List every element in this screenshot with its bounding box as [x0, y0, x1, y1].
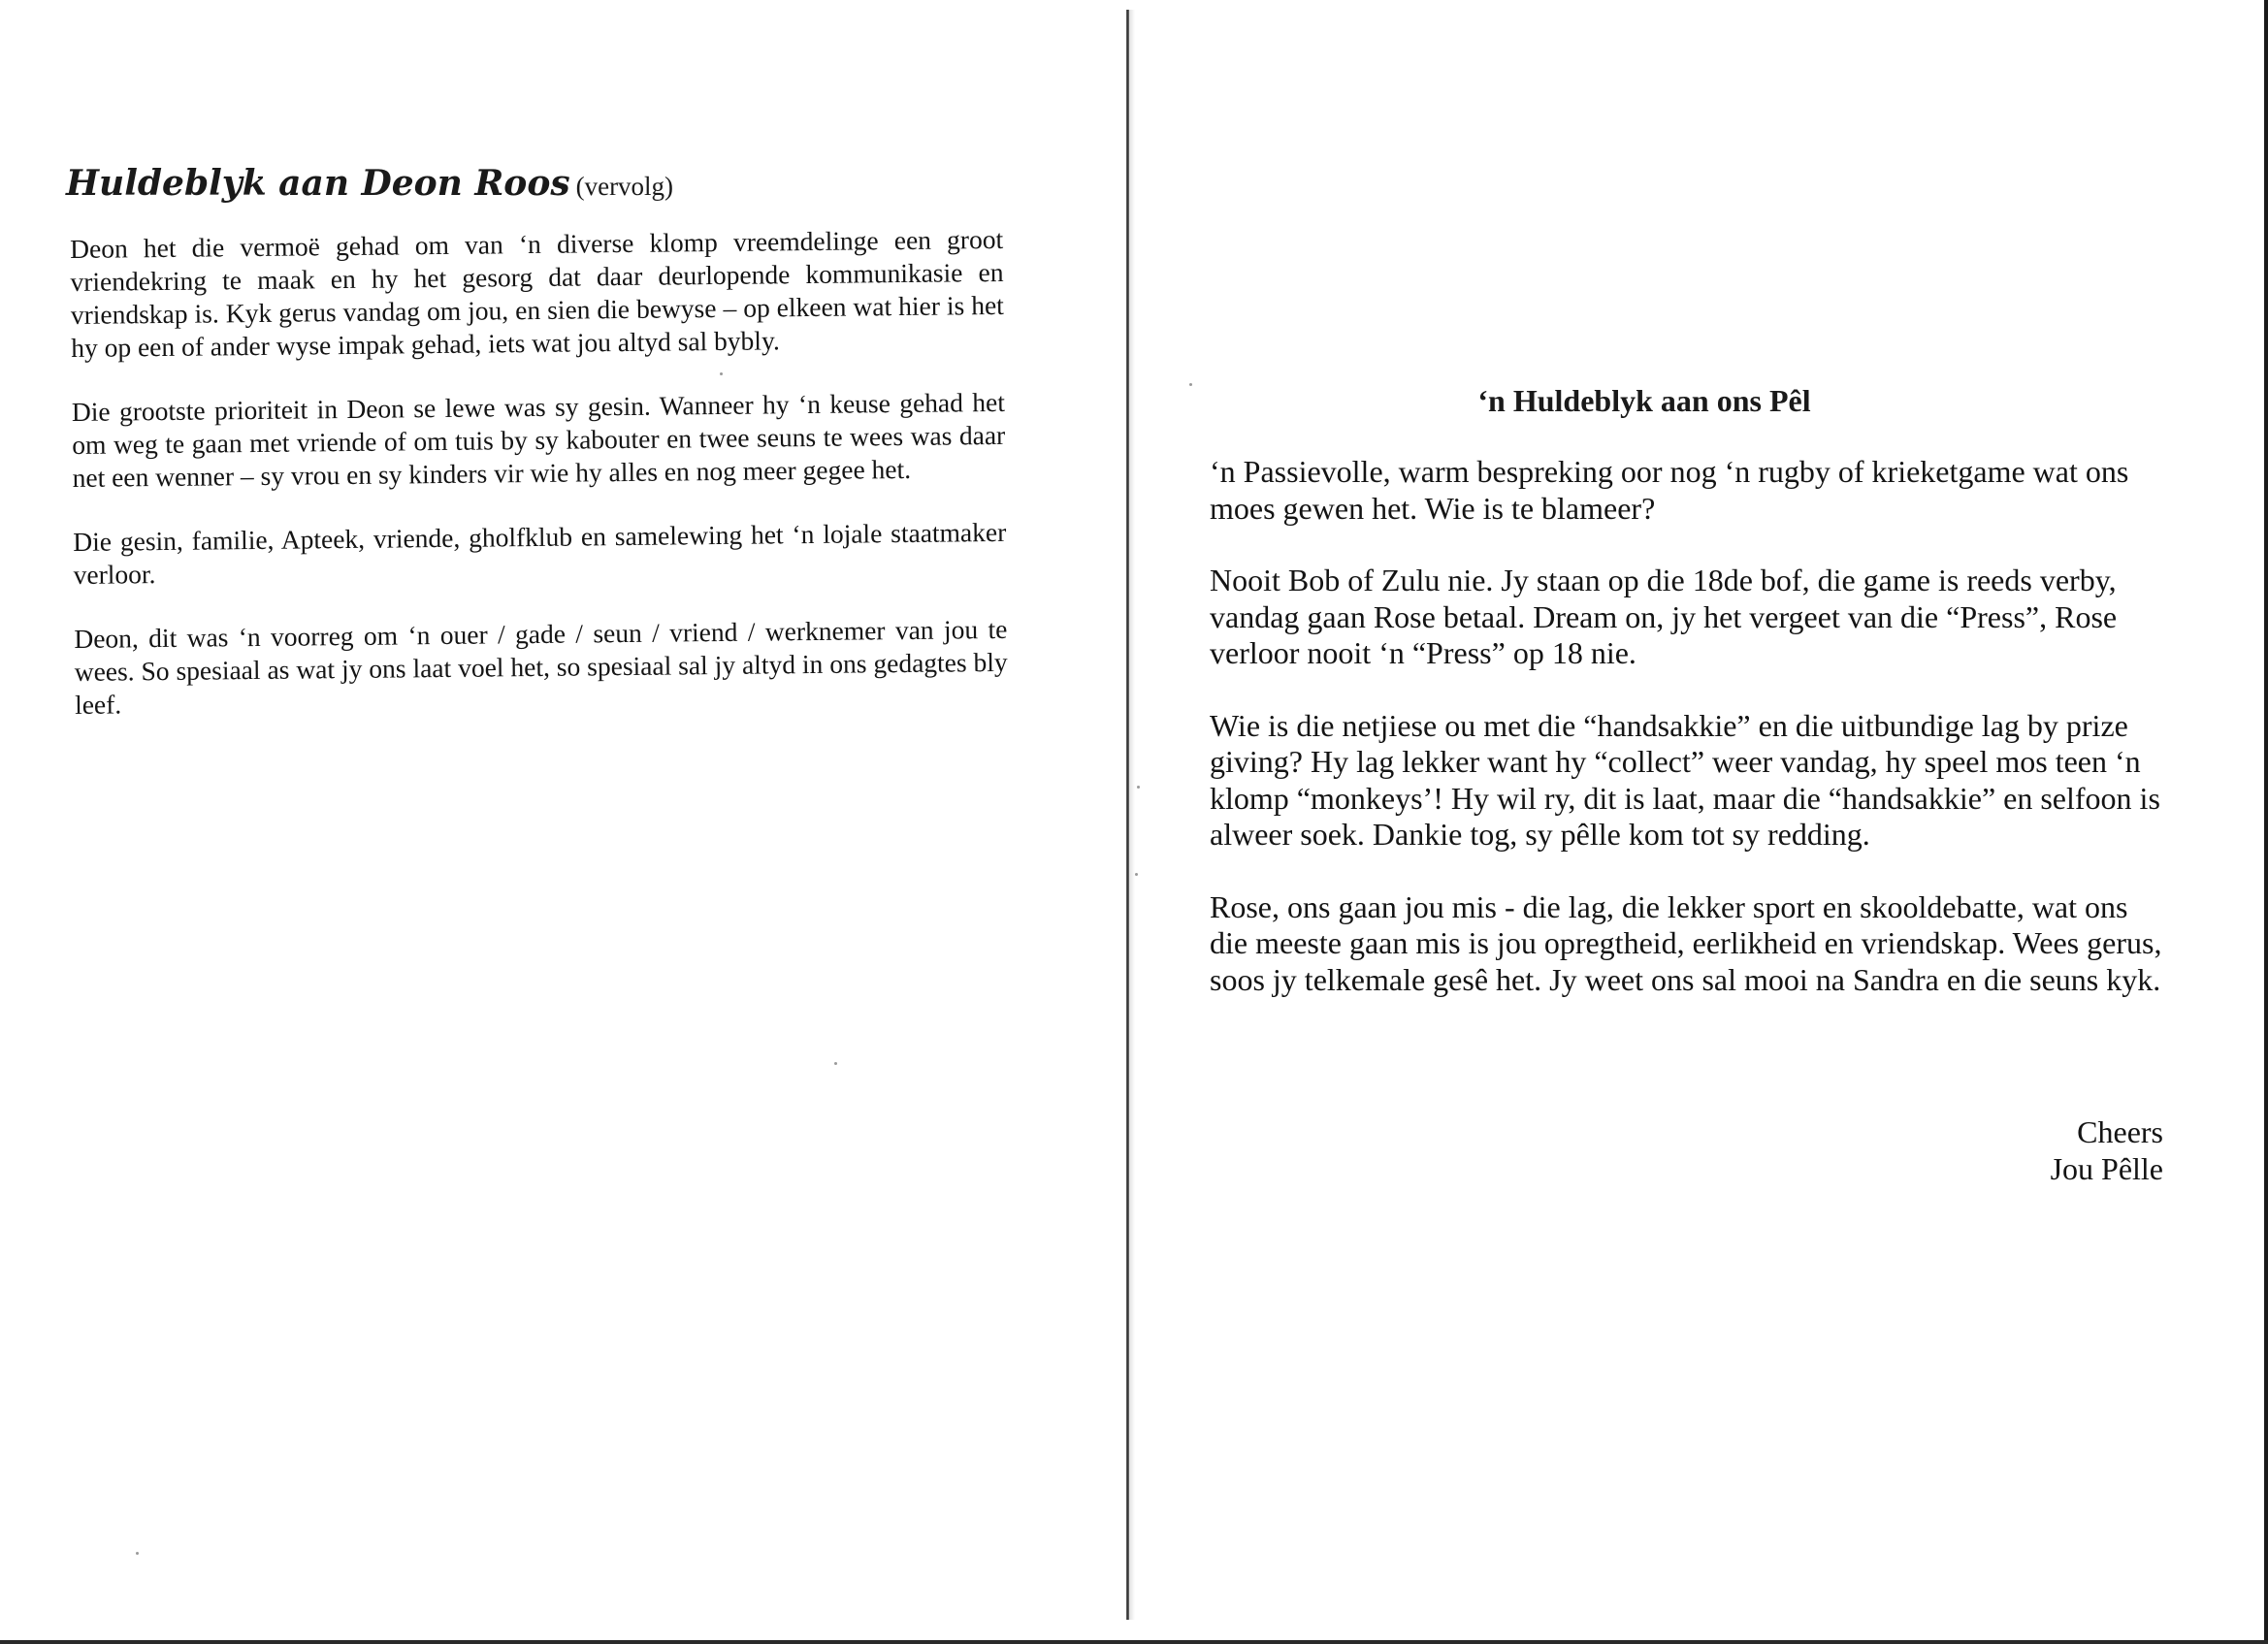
- left-paragraph-1: Deon het die vermoë gehad om van ‘n diverse klomp vreemdelinge een groot vriendekring te maak en hy het gesorg dat daar deurlopende kommunikasie en vriendskap is. Kyk gerus vandag om jou, en sien die bewyse – op elkeen wat hier is het hy op een of ander wyse impak gehad, iets wat jou altyd sal bybly.: [70, 223, 1004, 363]
- scan-speck: [834, 1062, 837, 1065]
- left-paragraph-3: Die gesin, familie, Apteek, vriende, gholfklub en samelewing het ‘n lojale staatmaker verloor.: [73, 516, 1007, 590]
- left-title-text: Huldeblyk aan Deon Roos: [66, 163, 570, 204]
- scan-speck: [1189, 383, 1192, 386]
- fold-shadow: [1129, 10, 1135, 1620]
- scan-speck: [1135, 873, 1138, 876]
- left-paragraph-2: Die grootste prioriteit in Deon se lewe was sy gesin. Wanneer hy ‘n keuse gehad het om weg te gaan met vriende of om tuis by sy kabouter en twee seuns te wees was daar net een wenner – sy vrou en sy kinders vir wie hy alles en nog meer gegee het.: [71, 386, 1006, 493]
- left-paragraph-4: Deon, dit was ‘n voorreg om ‘n ouer / gade / seun / vriend / werknemer van jou te wees. So spesiaal as wat jy ons laat voel het, so spesiaal sal jy altyd in ons gedagtes bly leef.: [74, 613, 1008, 720]
- scan-speck: [136, 1552, 139, 1555]
- right-page-title: ‘n Huldeblyk aan ons Pêl: [1477, 383, 1811, 418]
- right-body: [1210, 454, 2165, 1034]
- signoff-line-1: Cheers: [2077, 1114, 2163, 1149]
- signoff: [1843, 1113, 2163, 1187]
- signoff-line-2: Jou Pêlle: [2050, 1151, 2163, 1186]
- scan-edge-bottom: [0, 1640, 2268, 1644]
- right-paragraph-2: Nooit Bob of Zulu nie. Jy staan op die 18de bof, die game is reeds verby, vandag gaan Rose betaal. Dream on, jy het vergeet van die “Press”, Rose verloor nooit ‘n “Press” op 18 nie.: [1210, 563, 2118, 670]
- right-paragraph-4: Rose, ons gaan jou mis - die lag, die lekker sport en skooldebatte, wat ons die meeste gaan mis is jou opregtheid, eerlikheid en vriendskap. Wees gerus, soos jy telkemale gesê het. Jy weet ons sal mooi na Sandra en die seuns kyk.: [1210, 888, 2162, 997]
- scan-speck: [1137, 786, 1140, 789]
- scan-speck: [720, 372, 723, 375]
- page-fold: [1126, 10, 1129, 1620]
- scan-edge-right: [2264, 0, 2268, 1644]
- left-page-title: [66, 163, 673, 204]
- left-title-suffix: (vervolg): [575, 172, 674, 201]
- right-paragraph-1: ‘n Passievolle, warm bespreking oor nog ‘n rugby of krieketgame wat ons moes gewen het. Wie is te blameer?: [1210, 454, 2129, 526]
- right-paragraph-3: Wie is die netjiese ou met die “handsakkie” en die uitbundige lag by prize giving? Hy lag lekker want hy “collect” weer vandag, hy speel mos teen ‘n klomp “monkeys’! Hy wil ry, dit is laat, maar die “handsakkie” en selfoon is alweer soek. Dankie tog, sy pêlle kom tot sy redding.: [1210, 707, 2160, 852]
- left-body: [70, 223, 1009, 753]
